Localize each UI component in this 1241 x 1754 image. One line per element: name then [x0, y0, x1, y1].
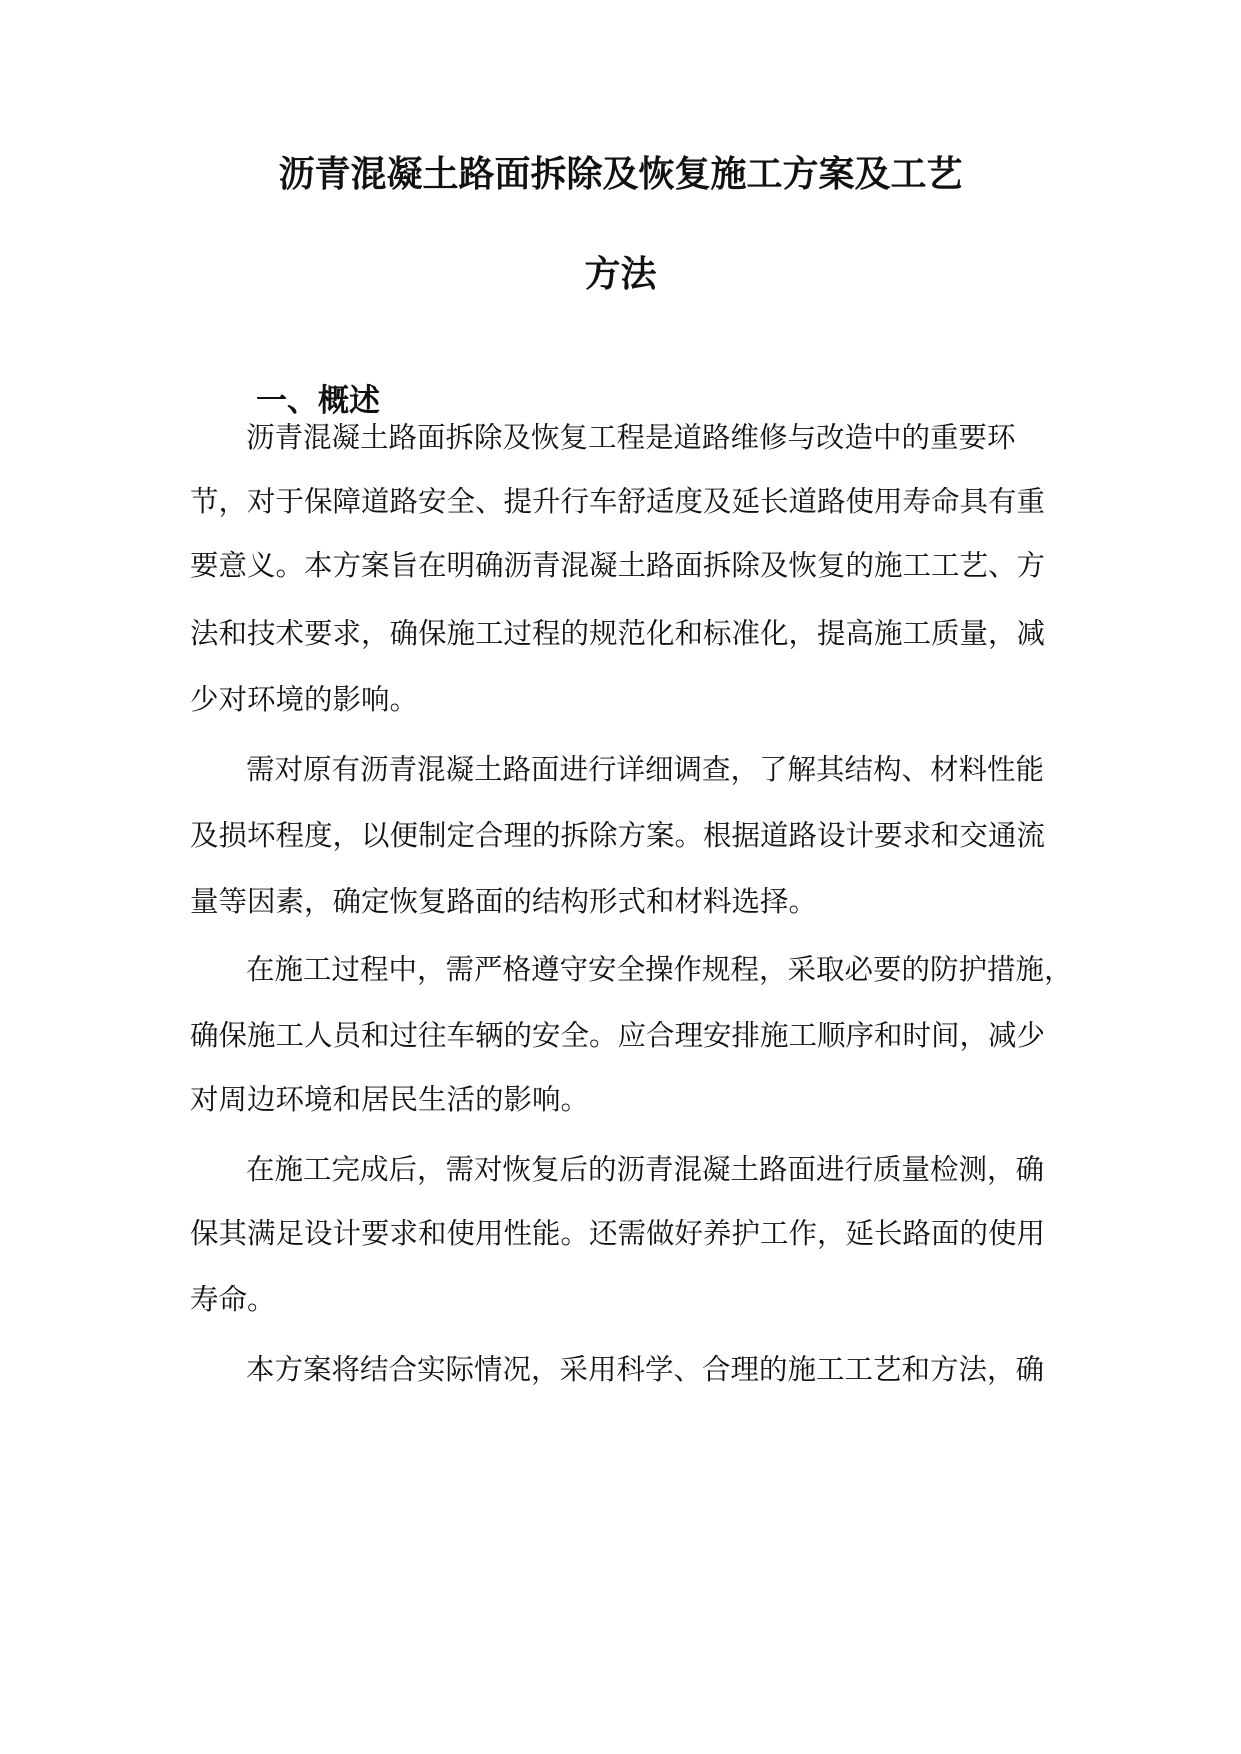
section-heading: 一、概述	[256, 383, 380, 419]
paragraph-2-line-3: 量等因素，确定恢复路面的结构形式和材料选择。	[190, 885, 818, 918]
paragraph-2-line-2: 及损坏程度，以便制定合理的拆除方案。根据道路设计要求和交通流	[190, 819, 1046, 852]
paragraph-5-line-1: 本方案将结合实际情况，采用科学、合理的施工工艺和方法，确	[246, 1353, 1045, 1386]
document-title-line-1: 沥青混凝土路面拆除及恢复施工方案及工艺	[278, 153, 963, 195]
paragraph-4-line-1: 在施工完成后，需对恢复后的沥青混凝土路面进行质量检测，确	[246, 1153, 1045, 1186]
paragraph-4-line-3: 寿命。	[190, 1283, 276, 1316]
document-title-line-2: 方法	[584, 253, 657, 295]
paragraph-1-line-4: 法和技术要求，确保施工过程的规范化和标准化，提高施工质量，减	[190, 617, 1046, 650]
paragraph-1-line-2: 节，对于保障道路安全、提升行车舒适度及延长道路使用寿命具有重	[190, 485, 1046, 518]
paragraph-2-line-1: 需对原有沥青混凝土路面进行详细调查，了解其结构、材料性能	[246, 753, 1045, 786]
paragraph-3-line-1: 在施工过程中，需严格遵守安全操作规程，采取必要的防护措施，	[246, 953, 1073, 986]
paragraph-3-line-3: 对周边环境和居民生活的影响。	[190, 1083, 590, 1116]
paragraph-1-line-1: 沥青混凝土路面拆除及恢复工程是道路维修与改造中的重要环	[246, 421, 1016, 454]
paragraph-4-line-2: 保其满足设计要求和使用性能。还需做好养护工作，延长路面的使用	[190, 1217, 1046, 1250]
paragraph-1-line-5: 少对环境的影响。	[190, 683, 419, 716]
paragraph-3-line-2: 确保施工人员和过往车辆的安全。应合理安排施工顺序和时间，减少	[190, 1019, 1046, 1052]
paragraph-1-line-3: 要意义。本方案旨在明确沥青混凝土路面拆除及恢复的施工工艺、方	[190, 549, 1046, 582]
